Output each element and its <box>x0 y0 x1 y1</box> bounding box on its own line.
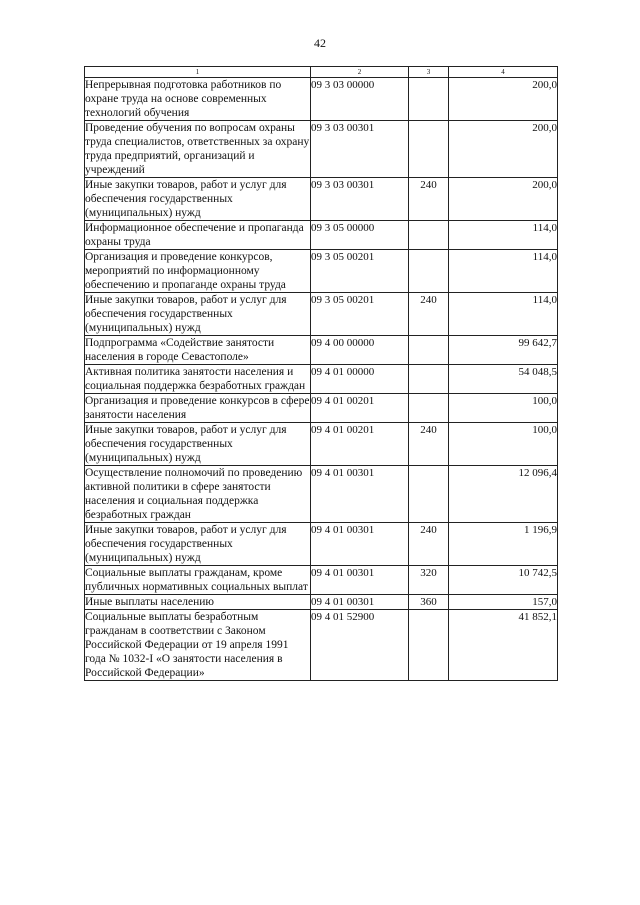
row-expense-type-cell: 360 <box>409 595 449 610</box>
row-code-cell: 09 3 05 00201 <box>311 293 409 336</box>
column-header-4: 4 <box>449 67 558 78</box>
row-amount-cell: 1 196,9 <box>449 523 558 566</box>
row-name-cell: Иные закупки товаров, работ и услуг для обеспечения государственных (муниципальных) нужд <box>85 523 311 566</box>
row-expense-type-cell <box>409 336 449 365</box>
row-expense-type-cell <box>409 121 449 178</box>
table-row <box>85 566 558 595</box>
table-row <box>85 423 558 466</box>
table-row <box>85 221 558 250</box>
row-expense-type-cell: 240 <box>409 178 449 221</box>
row-amount-cell: 10 742,5 <box>449 566 558 595</box>
row-amount-cell: 100,0 <box>449 423 558 466</box>
table-row <box>85 78 558 121</box>
table-row <box>85 394 558 423</box>
row-name-cell: Организация и проведение конкурсов, мероприятий по информационному обеспечению и пропаганде охраны труда <box>85 250 311 293</box>
table-row <box>85 523 558 566</box>
column-header-1: 1 <box>85 67 311 78</box>
row-amount-cell: 54 048,5 <box>449 365 558 394</box>
row-expense-type-cell <box>409 610 449 681</box>
row-name-cell: Непрерывная подготовка работников по охране труда на основе современных технологий обучения <box>85 78 311 121</box>
row-code-cell: 09 3 05 00000 <box>311 221 409 250</box>
row-expense-type-cell <box>409 365 449 394</box>
row-code-cell: 09 4 01 00301 <box>311 595 409 610</box>
row-amount-cell: 99 642,7 <box>449 336 558 365</box>
row-name-cell: Подпрограмма «Содействие занятости населения в городе Севастополе» <box>85 336 311 365</box>
table-row <box>85 250 558 293</box>
row-expense-type-cell <box>409 466 449 523</box>
row-name-cell: Активная политика занятости населения и социальная поддержка безработных граждан <box>85 365 311 394</box>
page-number: 42 <box>314 36 326 50</box>
row-code-cell: 09 4 01 00301 <box>311 566 409 595</box>
row-expense-type-cell <box>409 221 449 250</box>
row-amount-cell: 157,0 <box>449 595 558 610</box>
row-code-cell: 09 3 03 00000 <box>311 78 409 121</box>
row-code-cell: 09 4 01 00301 <box>311 523 409 566</box>
row-expense-type-cell: 240 <box>409 293 449 336</box>
row-amount-cell: 114,0 <box>449 221 558 250</box>
row-code-cell: 09 4 01 00201 <box>311 394 409 423</box>
row-code-cell: 09 4 01 00000 <box>311 365 409 394</box>
row-name-cell: Социальные выплаты безработным гражданам в соответствии с Законом Российской Федерации от 19 апреля 1991 года № 1032-I «О занятости населения в Российской Федерации» <box>85 610 311 681</box>
table-row <box>85 595 558 610</box>
row-expense-type-cell <box>409 78 449 121</box>
row-name-cell: Проведение обучения по вопросам охраны труда специалистов, ответственных за охрану труда предприятий, организаций и учреждений <box>85 122 310 176</box>
table-row <box>85 610 558 681</box>
row-name-cell: Иные выплаты населению <box>85 595 311 610</box>
row-name-cell: Иные закупки товаров, работ и услуг для обеспечения государственных (муниципальных) нужд <box>85 293 311 336</box>
table-row <box>85 178 558 221</box>
row-code-cell: 09 4 01 00201 <box>311 423 409 466</box>
row-amount-cell: 114,0 <box>449 293 558 336</box>
table-header-row <box>85 67 558 78</box>
row-code-cell: 09 4 01 00301 <box>311 466 409 523</box>
row-code-cell: 09 3 05 00201 <box>311 250 409 293</box>
row-code-cell: 09 3 03 00301 <box>311 121 409 178</box>
column-header-2: 2 <box>311 67 409 78</box>
row-name-cell: Осуществление полномочий по проведению активной политики в сфере занятости населения и социальная поддержка безработных граждан <box>85 466 311 523</box>
table-row <box>85 336 558 365</box>
budget-table <box>84 66 558 681</box>
row-amount-cell: 200,0 <box>449 121 558 178</box>
row-code-cell: 09 3 03 00301 <box>311 178 409 221</box>
table-row <box>85 466 558 523</box>
row-name-cell: Информационное обеспечение и пропаганда охраны труда <box>85 221 311 250</box>
column-header-3: 3 <box>409 67 449 78</box>
row-expense-type-cell <box>409 250 449 293</box>
row-name-cell: Социальные выплаты гражданам, кроме публичных нормативных социальных выплат <box>85 566 311 595</box>
table-row <box>85 121 558 178</box>
row-name-cell: Организация и проведение конкурсов в сфере занятости населения <box>85 395 310 421</box>
row-amount-cell: 200,0 <box>449 78 558 121</box>
row-expense-type-cell: 320 <box>409 566 449 595</box>
row-amount-cell: 41 852,1 <box>449 610 558 681</box>
row-amount-cell: 114,0 <box>449 250 558 293</box>
row-code-cell: 09 4 01 52900 <box>311 610 409 681</box>
row-amount-cell: 100,0 <box>449 394 558 423</box>
row-expense-type-cell: 240 <box>409 423 449 466</box>
row-name-cell: Иные закупки товаров, работ и услуг для обеспечения государственных (муниципальных) нужд <box>85 423 311 466</box>
row-amount-cell: 200,0 <box>449 178 558 221</box>
row-name-cell: Иные закупки товаров, работ и услуг для обеспечения государственных (муниципальных) нужд <box>85 178 311 221</box>
table-row <box>85 365 558 394</box>
row-code-cell: 09 4 00 00000 <box>311 336 409 365</box>
row-expense-type-cell: 240 <box>409 523 449 566</box>
row-amount-cell: 12 096,4 <box>449 466 558 523</box>
row-expense-type-cell <box>409 394 449 423</box>
table-row <box>85 293 558 336</box>
